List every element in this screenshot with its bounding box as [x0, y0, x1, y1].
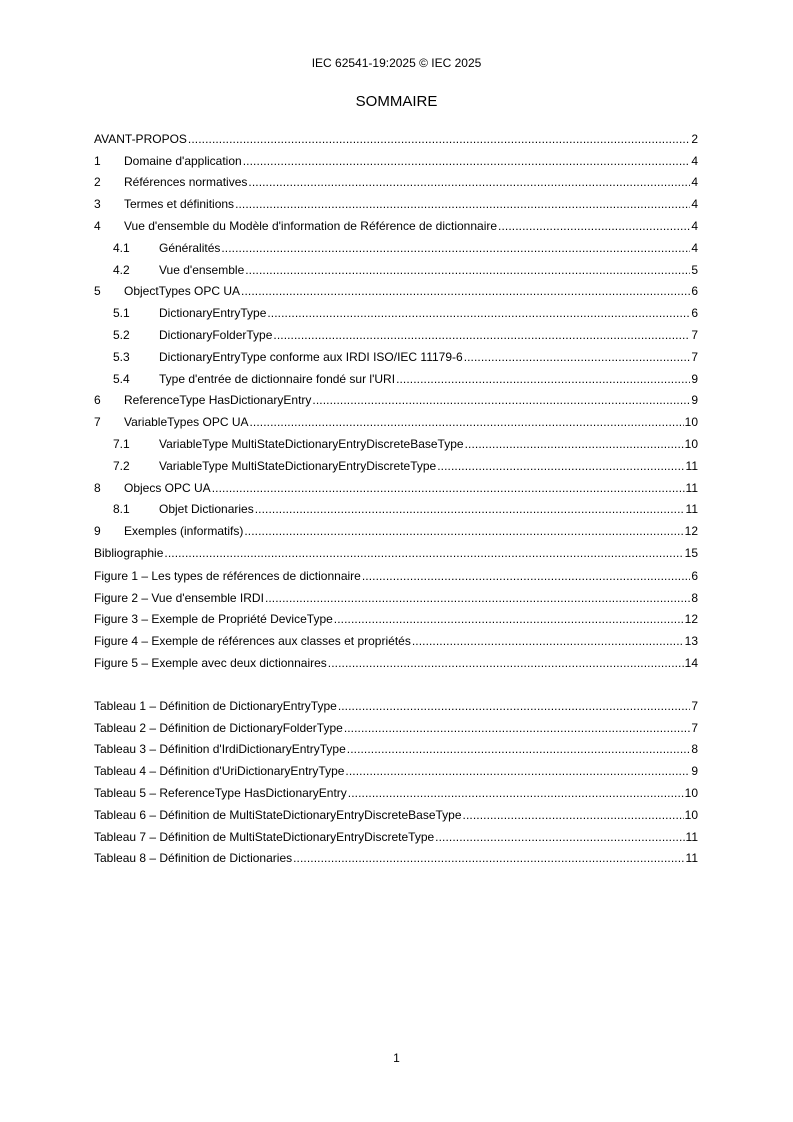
entry-page: 11	[685, 851, 698, 866]
dot-leader	[412, 634, 684, 648]
toc-entry[interactable]	[94, 146, 698, 168]
entry-page: 7	[691, 327, 698, 342]
page-number: 1	[393, 1051, 400, 1065]
toc-entry[interactable]	[94, 233, 698, 255]
toc-entry[interactable]	[94, 342, 698, 364]
toc-entry[interactable]	[94, 538, 698, 560]
toc-entry[interactable]	[94, 211, 698, 233]
list-of-figures	[94, 561, 698, 670]
entry-number: 5.4	[113, 371, 130, 386]
toc-entry[interactable]	[94, 429, 698, 451]
toc-entry[interactable]	[94, 473, 698, 495]
dot-leader	[345, 764, 690, 778]
entry-label: Vue d'ensemble du Modèle d'information de Référence de dictionnaire	[124, 218, 498, 233]
entry-page: 6	[691, 284, 698, 299]
entry-page: 9	[691, 764, 698, 779]
dot-leader	[221, 241, 690, 255]
dot-leader	[244, 524, 683, 538]
entry-label: AVANT-PROPOS	[94, 131, 187, 146]
dot-leader	[250, 415, 684, 429]
entry-number: 4.1	[113, 240, 130, 255]
dot-leader	[435, 830, 684, 844]
entry-page: 4	[691, 240, 698, 255]
list-entry[interactable]	[94, 800, 698, 822]
entry-page: 4	[691, 153, 698, 168]
entry-number: 7.1	[113, 436, 130, 451]
toc-entry[interactable]	[94, 277, 698, 299]
entry-number: 3	[94, 197, 101, 212]
entry-label: Domaine d'application	[124, 153, 242, 168]
dot-leader	[248, 175, 690, 189]
dot-leader	[212, 481, 685, 495]
dot-leader	[464, 350, 691, 364]
entry-number: 8.1	[113, 502, 130, 517]
entry-label: Figure 3 – Exemple de Propriété DeviceType	[94, 612, 333, 627]
table-of-contents	[94, 124, 698, 560]
entry-number: 2	[94, 175, 101, 190]
dot-leader	[235, 197, 690, 211]
list-entry[interactable]	[94, 713, 698, 735]
entry-label: Figure 2 – Vue d'ensemble IRDI	[94, 590, 264, 605]
dot-leader	[273, 328, 690, 342]
entry-number: 6	[94, 393, 101, 408]
entry-label: Tableau 2 – Définition de DictionaryFolderType	[94, 720, 343, 735]
toc-entry[interactable]	[94, 495, 698, 517]
entry-page: 4	[691, 218, 698, 233]
entry-number: 7.2	[113, 458, 130, 473]
entry-label: ObjectTypes OPC UA	[124, 284, 241, 299]
entry-page: 10	[684, 436, 698, 451]
entry-number: 5.2	[113, 327, 130, 342]
entry-label: Tableau 5 – ReferenceType HasDictionaryEntry	[94, 785, 347, 800]
entry-page: 10	[684, 807, 698, 822]
entry-page: 10	[684, 415, 698, 430]
list-entry[interactable]	[94, 756, 698, 778]
toc-entry[interactable]	[94, 386, 698, 408]
entry-page: 12	[684, 524, 698, 539]
entry-label: Références normatives	[124, 175, 248, 190]
entry-label: Exemples (informatifs)	[124, 524, 244, 539]
list-entry[interactable]	[94, 691, 698, 713]
dot-leader	[164, 546, 683, 560]
dot-leader	[241, 284, 690, 298]
entry-page: 13	[684, 634, 698, 649]
toc-entry[interactable]	[94, 516, 698, 538]
entry-label: Figure 1 – Les types de références de dictionnaire	[94, 568, 361, 583]
entry-number: 5.3	[113, 349, 130, 364]
entry-label: Vue d'ensemble	[159, 262, 245, 277]
dot-leader	[255, 502, 685, 516]
entry-page: 11	[685, 458, 698, 473]
dot-leader	[465, 437, 684, 451]
entry-label: Termes et définitions	[124, 197, 235, 212]
dot-leader	[245, 263, 690, 277]
dot-leader	[498, 219, 690, 233]
dot-leader	[437, 459, 684, 473]
entry-page: 10	[684, 785, 698, 800]
entry-page: 12	[684, 612, 698, 627]
dot-leader	[267, 306, 690, 320]
dot-leader	[463, 808, 684, 822]
entry-number: 9	[94, 524, 101, 539]
entry-label: Tableau 6 – Définition de MultiStateDictionaryEntryDiscreteBaseType	[94, 807, 462, 822]
list-entry[interactable]	[94, 561, 698, 583]
toc-entry[interactable]	[94, 364, 698, 386]
entry-page: 7	[691, 349, 698, 364]
dot-leader	[396, 372, 690, 386]
entry-page: 7	[691, 720, 698, 735]
entry-page: 6	[691, 568, 698, 583]
toc-entry[interactable]	[94, 189, 698, 211]
entry-page: 5	[691, 262, 698, 277]
entry-label: DictionaryFolderType	[159, 327, 273, 342]
entry-number: 4	[94, 218, 101, 233]
entry-page: 6	[691, 306, 698, 321]
list-entry[interactable]	[94, 648, 698, 670]
entry-page: 9	[691, 393, 698, 408]
entry-label: Tableau 4 – Définition d'UriDictionaryEntryType	[94, 764, 345, 779]
entry-number: 8	[94, 480, 101, 495]
dot-leader	[347, 742, 691, 756]
list-entry[interactable]	[94, 844, 698, 866]
entry-label: Objecs OPC UA	[124, 480, 211, 495]
dot-leader	[328, 656, 684, 670]
entry-label: Figure 5 – Exemple avec deux dictionnaires	[94, 655, 327, 670]
dot-leader	[188, 132, 690, 146]
entry-label: ReferenceType HasDictionaryEntry	[124, 393, 312, 408]
list-entry[interactable]	[94, 735, 698, 757]
list-entry[interactable]	[94, 583, 698, 605]
entry-label: Tableau 8 – Définition de Dictionaries	[94, 851, 293, 866]
entry-label: Tableau 7 – Définition de MultiStateDictionaryEntryDiscreteType	[94, 829, 435, 844]
entry-page: 11	[685, 829, 698, 844]
list-entry[interactable]	[94, 778, 698, 800]
entry-label: Figure 4 – Exemple de références aux classes et propriétés	[94, 634, 411, 649]
dot-leader	[338, 699, 691, 713]
entry-page: 11	[685, 502, 698, 517]
entry-label: Bibliographie	[94, 545, 164, 560]
entry-label: Tableau 1 – Définition de DictionaryEntryType	[94, 698, 337, 713]
entry-label: VariableType MultiStateDictionaryEntryDiscreteBaseType	[159, 436, 464, 451]
list-entry[interactable]	[94, 626, 698, 648]
entry-page: 8	[691, 590, 698, 605]
entry-label: Type d'entrée de dictionnaire fondé sur l'URI	[159, 371, 396, 386]
toc-entry[interactable]	[94, 407, 698, 429]
dot-leader	[312, 393, 690, 407]
list-of-tables	[94, 691, 698, 865]
entry-label: DictionaryEntryType	[159, 306, 267, 321]
toc-entry[interactable]	[94, 168, 698, 190]
toc-entry[interactable]	[94, 255, 698, 277]
entry-page: 2	[691, 131, 698, 146]
toc-entry[interactable]	[94, 451, 698, 473]
toc-entry[interactable]	[94, 320, 698, 342]
entry-label: Généralités	[159, 240, 221, 255]
dot-leader	[243, 154, 691, 168]
dot-leader	[293, 851, 684, 865]
entry-number: 7	[94, 415, 101, 430]
toc-entry[interactable]	[94, 298, 698, 320]
entry-page: 4	[691, 197, 698, 212]
entry-page: 11	[685, 480, 698, 495]
dot-leader	[265, 591, 690, 605]
entry-label: DictionaryEntryType conforme aux IRDI ISO/IEC 11179-6	[159, 349, 463, 364]
list-entry[interactable]	[94, 822, 698, 844]
entry-label: Tableau 3 – Définition d'IrdiDictionaryEntryType	[94, 742, 346, 757]
entry-page: 14	[684, 655, 698, 670]
dot-leader	[362, 569, 690, 583]
list-entry[interactable]	[94, 605, 698, 627]
document-header: IEC 62541-19:2025 © IEC 2025	[311, 56, 482, 70]
entry-page: 8	[691, 742, 698, 757]
toc-entry[interactable]	[94, 124, 698, 146]
entry-page: 7	[691, 698, 698, 713]
dot-leader	[344, 721, 691, 735]
page-title: SOMMAIRE	[355, 93, 438, 110]
entry-number: 5	[94, 284, 101, 299]
entry-number: 1	[94, 153, 101, 168]
entry-page: 4	[691, 175, 698, 190]
entry-number: 4.2	[113, 262, 130, 277]
entry-label: VariableType MultiStateDictionaryEntryDiscreteType	[159, 458, 437, 473]
dot-leader	[334, 612, 684, 626]
entry-page: 15	[684, 545, 698, 560]
entry-page: 9	[691, 371, 698, 386]
entry-number: 5.1	[113, 306, 130, 321]
entry-label: VariableTypes OPC UA	[124, 415, 249, 430]
entry-label: Objet Dictionaries	[159, 502, 254, 517]
dot-leader	[348, 786, 684, 800]
